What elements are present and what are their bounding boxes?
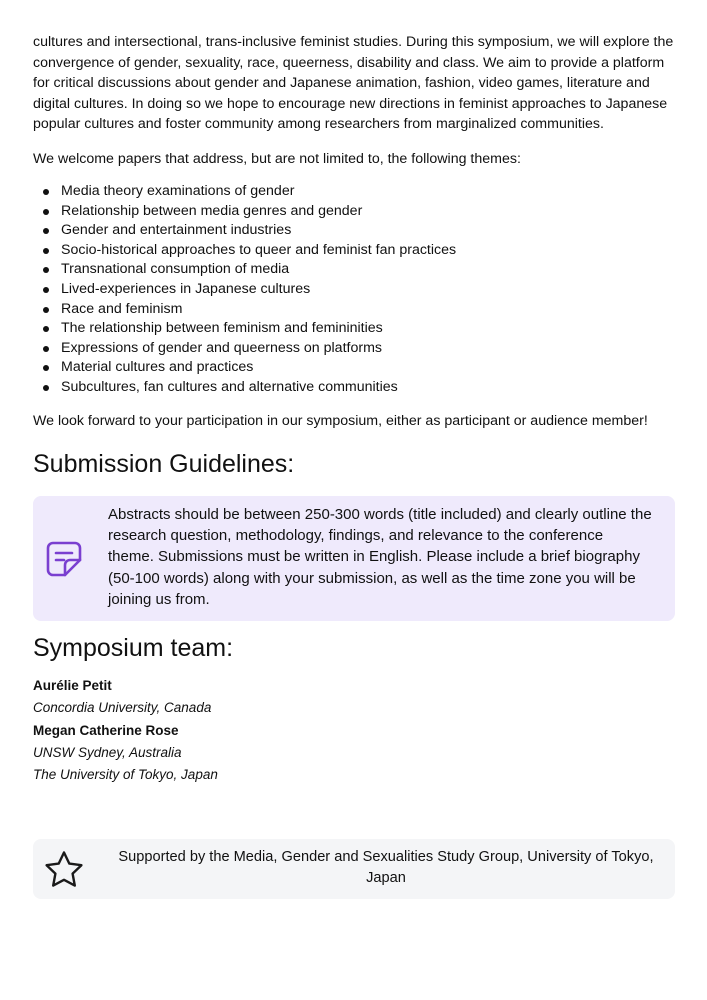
themes-intro-paragraph: We welcome papers that address, but are not limited to, the following themes: [33, 150, 521, 167]
team-list [33, 675, 675, 786]
list-item: Relationship between media genres and gender [33, 202, 675, 222]
team-member-affiliation: Concordia University, Canada [33, 700, 212, 716]
themes-list [33, 182, 675, 398]
list-item: Expressions of gender and queerness on platforms [33, 339, 675, 359]
list-item: Material cultures and practices [33, 358, 675, 378]
sticky-note-icon [44, 539, 84, 579]
list-item: Lived-experiences in Japanese cultures [33, 280, 675, 300]
outro-paragraph: We look forward to your participation in our symposium, either as participant or audience member! [33, 412, 648, 429]
list-item: Socio-historical approaches to queer and feminist fan practices [33, 241, 675, 261]
submission-callout [33, 496, 675, 621]
submission-guidelines-text: Abstracts should be between 250-300 words (title included) and clearly outline the research question, methodology, findings, and relevance to the conference theme. Submissions must be written in English. Please include a brief biography (50-100 words) along with your submission, as well as the time zone you will be joining us from. [108, 506, 652, 608]
team-member-name: Megan Catherine Rose [33, 722, 179, 738]
list-item: Gender and entertainment industries [33, 221, 675, 241]
submission-heading: Submission Guidelines: [33, 450, 295, 479]
list-item: Subcultures, fan cultures and alternative communities [33, 378, 675, 398]
star-icon [43, 849, 85, 891]
team-heading: Symposium team: [33, 634, 234, 663]
list-item: Media theory examinations of gender [33, 182, 675, 202]
list-item: The relationship between feminism and femininities [33, 319, 675, 339]
team-member-name: Aurélie Petit [33, 678, 112, 694]
list-item: Race and feminism [33, 300, 675, 320]
team-member-affiliation: UNSW Sydney, Australia [33, 744, 182, 760]
team-member-affiliation: The University of Tokyo, Japan [33, 767, 218, 783]
document-body [33, 32, 675, 787]
support-callout [33, 839, 675, 899]
support-text: Supported by the Media, Gender and Sexualities Study Group, University of Tokyo, Japan [118, 849, 654, 886]
list-item: Transnational consumption of media [33, 260, 675, 280]
intro-paragraph: cultures and intersectional, trans-inclusive feminist studies. During this symposium, we will explore the convergence of gender, sexuality, race, queerness, disability and class. We aim to provide a platform for critical discussions about gender and Japanese animation, fashion, video games, literature and digital cultures. In doing so we hope to encourage new directions in feminist approaches to Japanese popular cultures and foster community among researchers from marginalized communities. [33, 34, 674, 132]
